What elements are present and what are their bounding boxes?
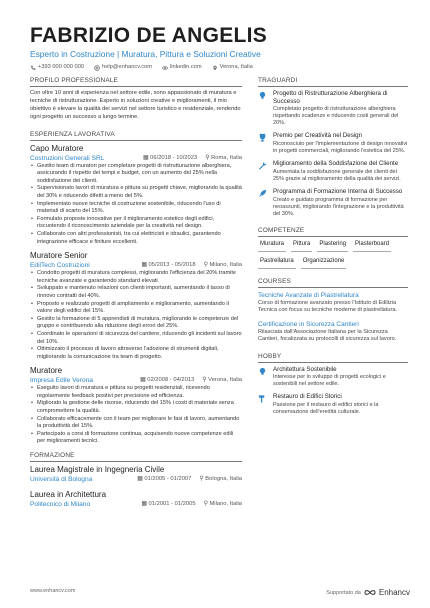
location-pin-icon: ⚲ [203,501,210,508]
school-name: Università di Bologna [30,476,93,484]
enhancv-logo-icon [364,589,376,596]
courses-section-title: COURSES [258,278,408,288]
hobby-title: Restauro di Edifici Storici [273,393,342,401]
degree-title: Laurea in Architettura [30,490,107,500]
company-name: Costruzioni Generali SRL [30,154,105,162]
achievements-section [258,77,408,218]
achievement-desc: Creato e guidato programma di formazione per neoassunti, migliorando l'integrazione e la produttività del 30%. [273,196,404,217]
calendar-icon: ▦ [143,154,151,161]
hobby-item [258,393,408,416]
job-title: Muratore Senior [30,251,88,261]
bullet-item: • Condotto progetti di muratura complessi, migliorando l'efficienza del 20% tramite tecniche avanzate e garantendo standard elevati. [30,270,242,285]
skill-tag: Muratura [258,240,286,252]
job-bullets [30,385,242,446]
candidate-name: FABRIZIO DE ANGELIS [30,24,268,47]
right-column [258,77,408,425]
skills-list [258,240,408,269]
education-location: ⚲ Milano, Italia [203,501,242,508]
location-pin-icon: ⚲ [202,377,209,384]
education-location: ⚲ Bologna, Italia [199,476,242,483]
bullet-item: • Coordinato le operazioni di sicurezza del cantiere, riducendo gli incidenti sul lavoro del 10%. [30,331,242,346]
bullet-item: • Sviluppato e mantenuto relazioni con clienti importanti, aumentando il tasso di rinnovo contratti del 40%. [30,285,242,300]
hobby-desc: Interesse per lo sviluppo di progetti ecologici e sostenibili nel settore edile. [273,374,386,388]
left-column [30,77,242,515]
skill-tag: Pastrellatura [258,257,296,269]
candidate-headline: Esperto in Costruzione | Muratura, Pittura e Soluzioni Creative [30,49,261,59]
wrench-icon [258,161,267,170]
job-title: Capo Muratore [30,143,84,153]
hammer-icon [258,394,267,403]
footer-site-link[interactable]: www.enhancv.com [30,588,76,594]
job-bullets [30,270,242,361]
achievement-title: Premio per Creatività nel Design [273,132,363,140]
courses-section [258,278,408,344]
link-icon [162,65,168,71]
contact-linkedin[interactable] [162,63,202,72]
job-meta [30,261,242,270]
degree-title: Laurea Magistrale in Ingegneria Civile [30,465,165,475]
achievement-desc: Aumentata la soddisfazione generale dei clienti del 25% grazie al miglioramento della qualità dei servizi. [273,168,401,182]
job-meta [30,376,242,385]
job-title: Muratore [30,366,63,376]
achievement-title: Miglioramento della Soddisfazione del Cliente [273,160,399,168]
linkedin-text: linkedin.com [169,64,202,70]
email-text: help@enhancv.com [102,64,152,70]
course-title: Tecniche Avanzate di Piastrellatura [258,291,359,299]
experience-section-title: ESPERIENZA LAVORATIVA [30,131,242,141]
education-section-title: FORMAZIONE [30,452,242,462]
page-footer [30,588,410,597]
achievements-section-title: TRAGUARDI [258,77,408,87]
bullet-item: • Gestito la formazione di 5 apprendisti di muratura, migliorando le competenze del gruppo e contribuendo alla riduzione degli errori del 25%. [30,316,242,331]
job-entry [30,144,242,247]
course-desc: Rilasciata dall'Associazione Italiana per la Sicurezza Cantieri, focalizzata su protocolli di sicurezza sul lavoro. [258,328,397,343]
course-desc: Corso di formazione avanzato presso l'Istituto di Edilizia Tecnica con focus su tecniche moderne di piastrellatura. [258,299,397,314]
calendar-icon: ▦ [137,476,145,483]
company-name: Impresa Edile Verona [30,377,94,385]
achievement-item [258,188,408,218]
course-title: Certificazione in Sicurezza Cantieri [258,320,359,328]
phone-text: +393 000 000 000 [38,64,85,70]
achievement-desc: Completato progetto di ristrutturazione alberghiera rispettando scadenze e riducendo costi generali del 20%. [273,106,399,127]
profile-summary: Con oltre 10 anni di esperienza nel settore edile, sono appassionato di muratura e tecniche di ristrutturazione. Esperto in soluzioni creative e miglioramenti, il mio obiettivo è elevare la qualità dei servizi nel settore turistico e residenziale, rendendo ogni progetto un successo a lungo termine. [30,90,241,120]
location-pin-icon: ⚲ [203,262,210,269]
education-dates: ▦ 01/2001 - 01/2005 [141,501,196,508]
skill-tag: Pittura [291,240,312,252]
education-entry [30,490,242,509]
hobby-title: Architettura Sostenibile [273,365,337,373]
bullet-item: • Formulato proposte innovative per il miglioramento estetico degli edifici, riscuotendo il riconoscimento aziendale per la creatività nel design. [30,216,242,231]
achievement-item [258,132,408,155]
job-location: ⚲ Roma, Italia [205,154,242,161]
school-name: Politecnico di Milano [30,501,91,509]
job-location: ⚲ Milano, Italia [203,262,242,269]
at-icon [94,65,100,71]
calendar-icon: ▦ [141,262,149,269]
skill-tag: Plasterboard [353,240,391,252]
skills-section-title: COMPETENZE [258,227,408,237]
hobby-section [258,353,408,417]
location-pin-icon: ⚲ [205,154,212,161]
contact-phone[interactable] [30,63,84,72]
enhancv-brand[interactable]: Enhancv [378,588,410,597]
contact-email[interactable] [94,63,152,72]
bullet-item: • Implementato nuove tecniche di costruzione sostenibile, riducendo l'uso di materiali di scarto del 15%. [30,201,242,216]
phone-icon [30,65,36,71]
achievement-item [258,160,408,183]
hobby-item [258,366,408,389]
hobby-desc: Passione per il restauro di edifici storici e la conservazione dell'eredità culturale. [273,401,379,415]
bullet-item: • Proposto e realizzato progetti di ampliamento e miglioramento, aumentando il valore degli edifici del 15%. [30,301,242,316]
lightbulb-icon [258,91,267,100]
bullet-item: • Ottimizzato il processo di lavoro attraverso l'adozione di strumenti digitali, migliorando la comunicazione tra team di progetto. [30,346,242,361]
location-pin-icon [212,65,218,71]
profile-section-title: PROFILO PROFESSIONALE [30,77,242,87]
education-meta [30,475,242,484]
education-meta [30,500,242,509]
contact-location [212,63,253,72]
resume-header [30,25,410,72]
job-dates: ▦ 02/2008 - 04/2013 [140,377,195,384]
company-name: EdilTech Costruzioni [30,262,90,270]
skills-section [258,227,408,269]
bullet-item: • Supervisionato lavori di muratura e pittura su progetti chiave, migliorando la qualità del 30% e riducendo difetti a meno del 5%. [30,185,242,200]
calendar-icon: ▦ [141,501,149,508]
achievement-title: Programma di Formazione Interna di Successo [273,188,403,196]
lightbulb-icon [258,367,267,376]
education-dates: ▦ 01/2005 - 01/2007 [137,476,192,483]
skill-tag: Organizzazione [301,257,347,269]
bullet-item: • Eseguito lavori di muratura e pittura su progetti residenziali, ricevendo regolarmente feedback positivi per precisione ed efficienza. [30,385,242,400]
powered-by-text: Supportato da [326,589,361,596]
achievement-title: Progetto di Ristrutturazione Alberghiera di Successo [273,90,388,105]
job-entry [30,251,242,361]
job-bullets [30,163,242,247]
location-pin-icon: ⚲ [199,476,206,483]
rocket-icon [258,189,267,198]
bullet-item: • Partecipato a corsi di formazione continua, acquisendo nuove competenze edili per miglioramenti tecnici. [30,431,242,446]
bullet-item: • Migliorato la gestione delle risorse, riducendo del 15% i costi di materiale senza compromettere la qualità. [30,400,242,415]
education-entry [30,465,242,484]
contact-row [30,63,410,72]
hobby-section-title: HOBBY [258,353,408,363]
bullet-item: • Collaborato efficacemente con il team per migliorare le fasi di lavoro, aumentando la produttività del 15%. [30,416,242,431]
location-text: Verona, Italia [219,64,253,70]
trophy-icon [258,133,267,142]
job-dates: ▦ 05/2013 - 05/2018 [141,262,196,269]
job-dates: ▦ 06/2018 - 10/2023 [143,154,198,161]
footer-powered [326,588,410,597]
job-entry [30,366,242,446]
achievement-item [258,90,408,127]
calendar-icon: ▦ [140,377,148,384]
achievement-desc: Riconosciuto per l'implementazione di design innovativi in progetti commerciali, migliorando l'estetica del 25%. [273,141,408,155]
bullet-item: • Collaborato con altri professionisti, tra cui elettricisti e idraulici, garantendo integrazione efficace e finiture eccellenti. [30,231,242,246]
job-location: ⚲ Verona, Italia [202,377,242,384]
bullet-item: • Gestito team di muratori per completare progetti di ristrutturazione alberghiera, assicurando il rispetto dei tempi e budget, con un aumento del 25% nella soddisfazione dei clienti. [30,163,242,186]
skill-tag: Plastering [317,240,348,252]
job-meta [30,154,242,163]
